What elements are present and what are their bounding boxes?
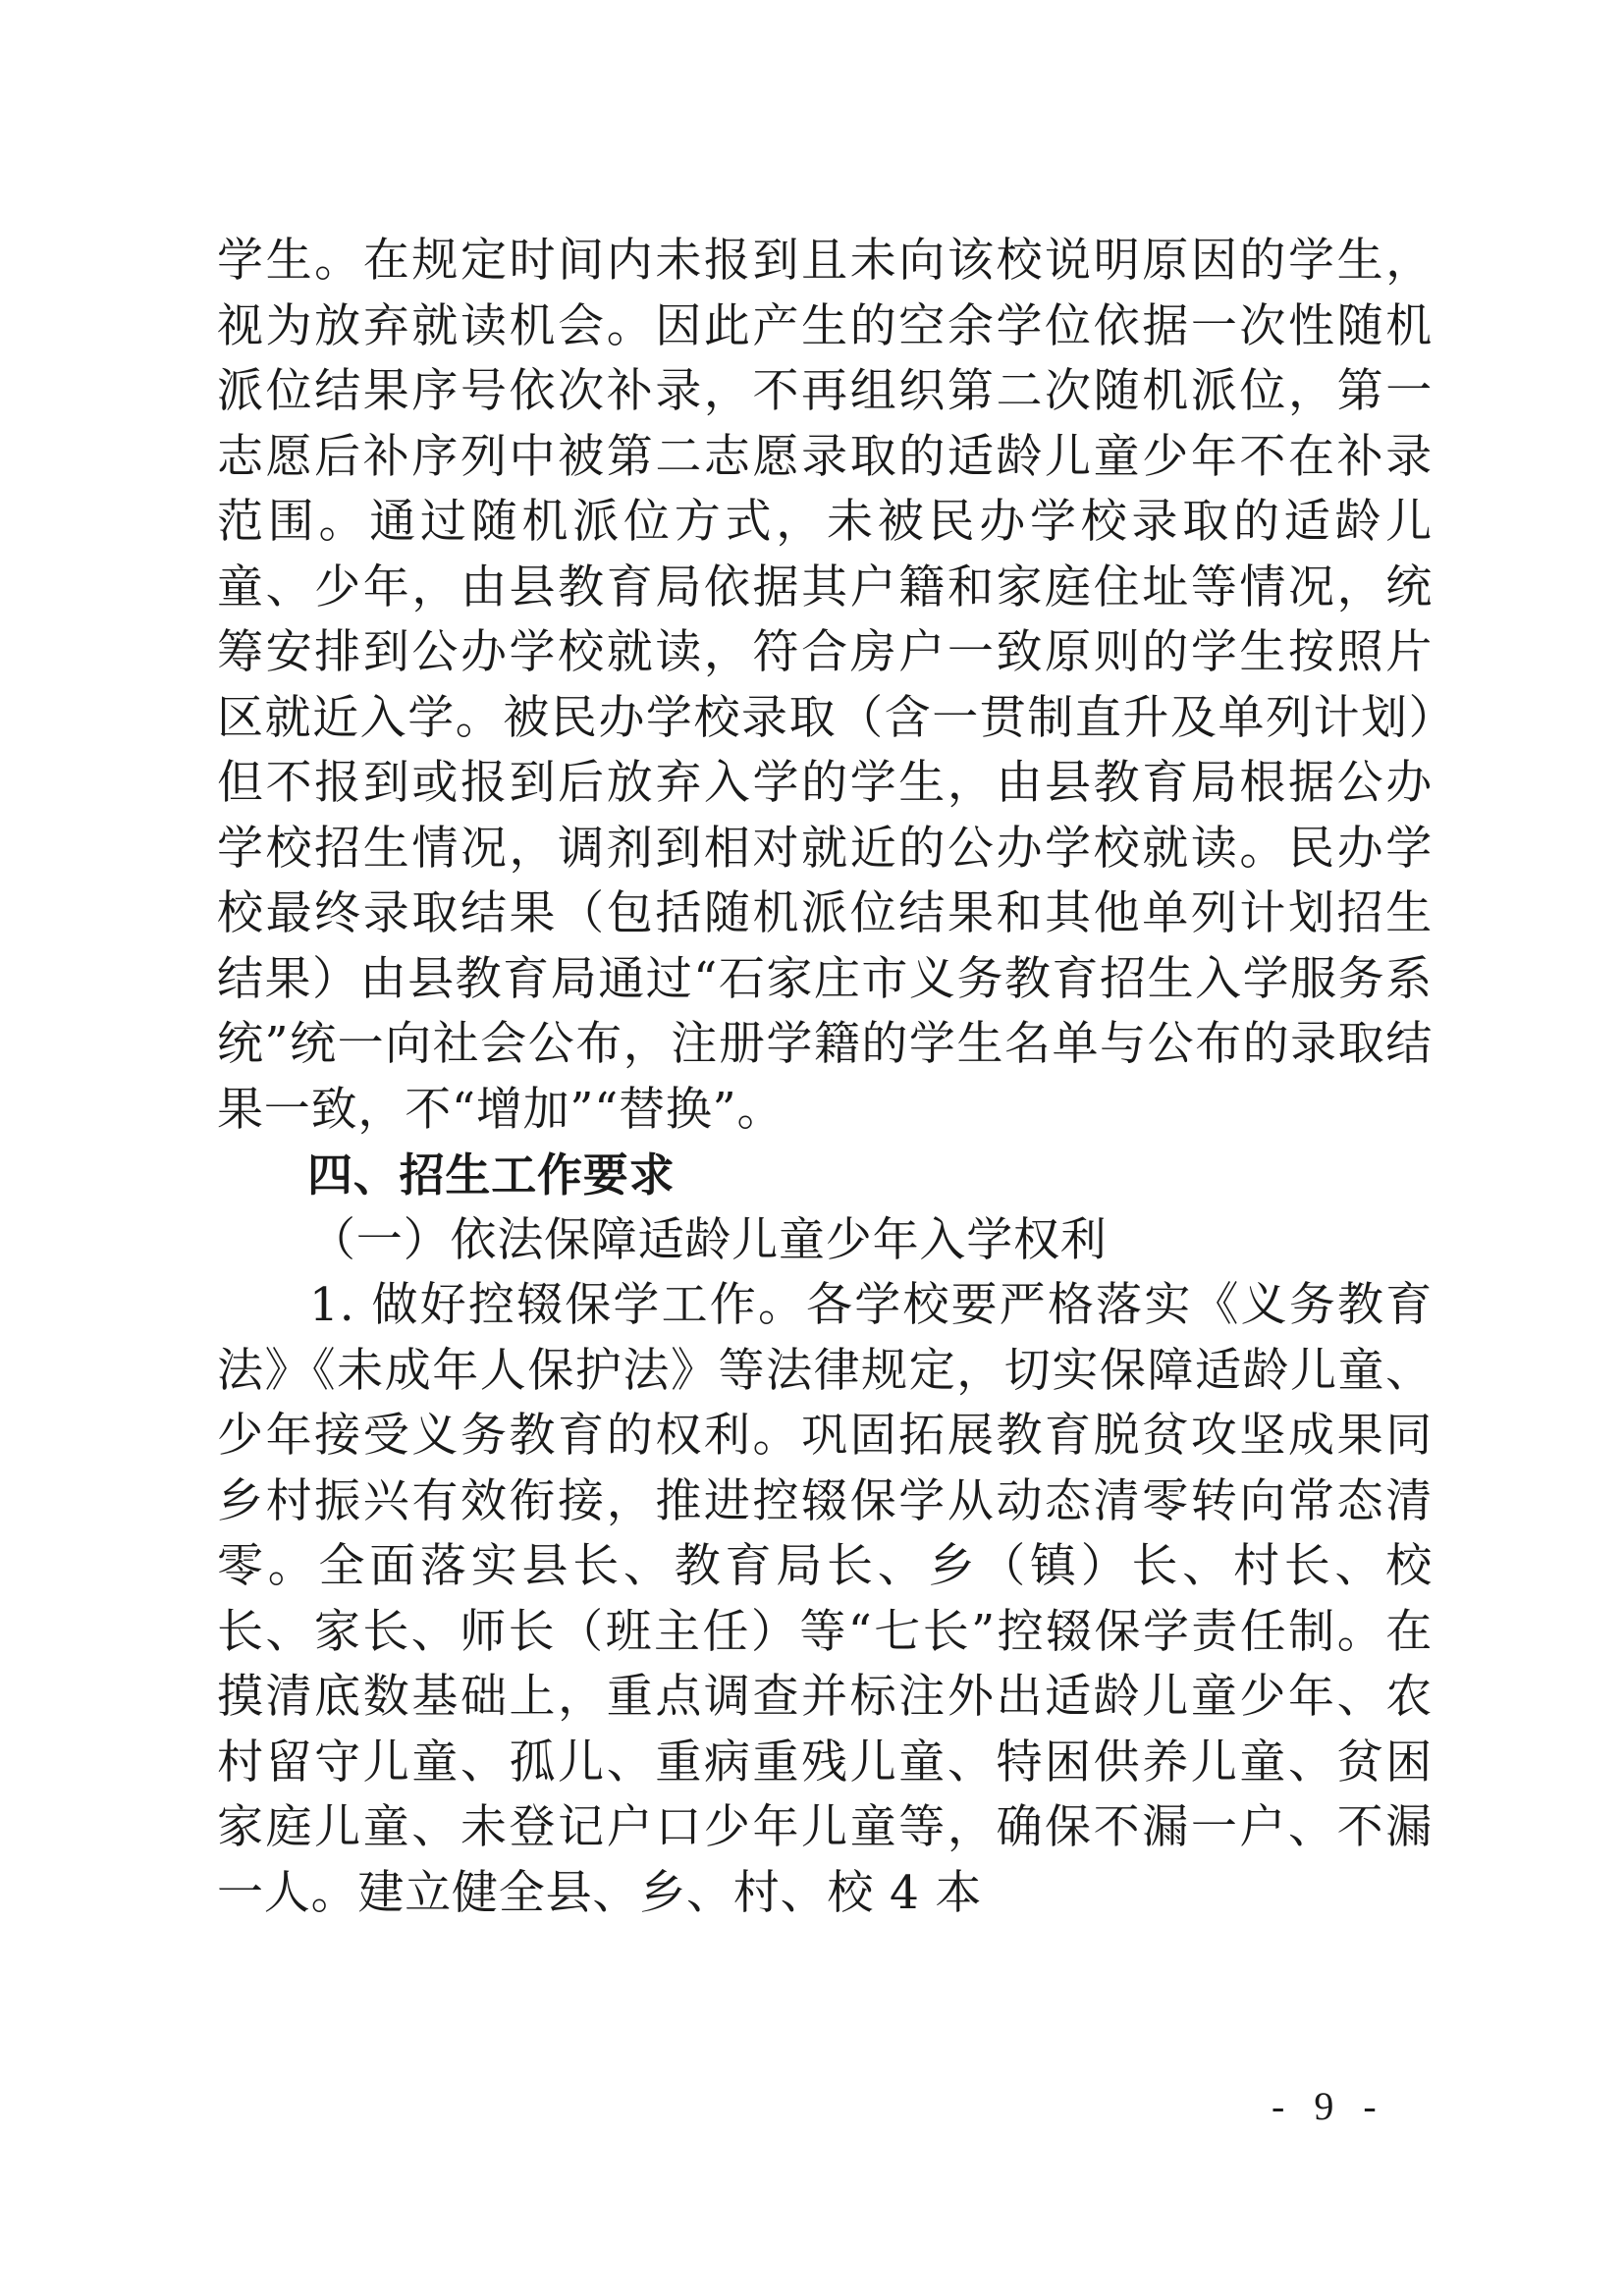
page-number: - 9 - (1272, 2084, 1386, 2128)
paragraph-item-1: 1. 做好控辍保学工作。各学校要严格落实《义务教育法》《未成年人保护法》等法律规定，切实保障适龄儿童、少年接受义务教育的权利。巩固拓展教育脱贫攻坚成果同乡村振兴有效衔接，推进控辍保学从动态清零转向常态清零。全面落实县长、教育局长、乡（镇）长、村长、校长、家长、师长（班主任）等“七长”控辍保学责任制。在摸清底数基础上，重点调查并标注外出适龄儿童少年、农村留守儿童、孤儿、重病重残儿童、特困供养儿童、贫困家庭儿童、未登记户口少年儿童等，确保不漏一户、不漏一人。建立健全县、乡、村、校 4 本 (217, 1278, 1433, 1920)
body-text (217, 229, 1433, 1926)
subsection-heading: （一）依法保障适龄儿童少年入学权利 (309, 1212, 1108, 1267)
paragraph-continued: 学生。在规定时间内未报到且未向该校说明原因的学生，视为放弃就读机会。因此产生的空余学位依据一次性随机派位结果序号依次补录，不再组织第二次随机派位，第一志愿后补序列中被第二志愿录取的适龄儿童少年不在补录范围。通过随机派位方式，未被民办学校录取的适龄儿童、少年，由县教育局依据其户籍和家庭住址等情况，统筹安排到公办学校就读，符合房户一致原则的学生按照片区就近入学。被民办学校录取（含一贯制直升及单列计划）但不报到或报到后放弃入学的学生，由县教育局根据公办学校招生情况，调剂到相对就近的公办学校就读。民办学校最终录取结果（包括随机派位结果和其他单列计划招生结果）由县教育局通过“石家庄市义务教育招生入学服务系统”统一向社会公布，注册学籍的学生名单与公布的录取结果一致，不“增加”“替换”。 (217, 234, 1433, 1137)
section-heading: 四、招生工作要求 (307, 1148, 676, 1201)
